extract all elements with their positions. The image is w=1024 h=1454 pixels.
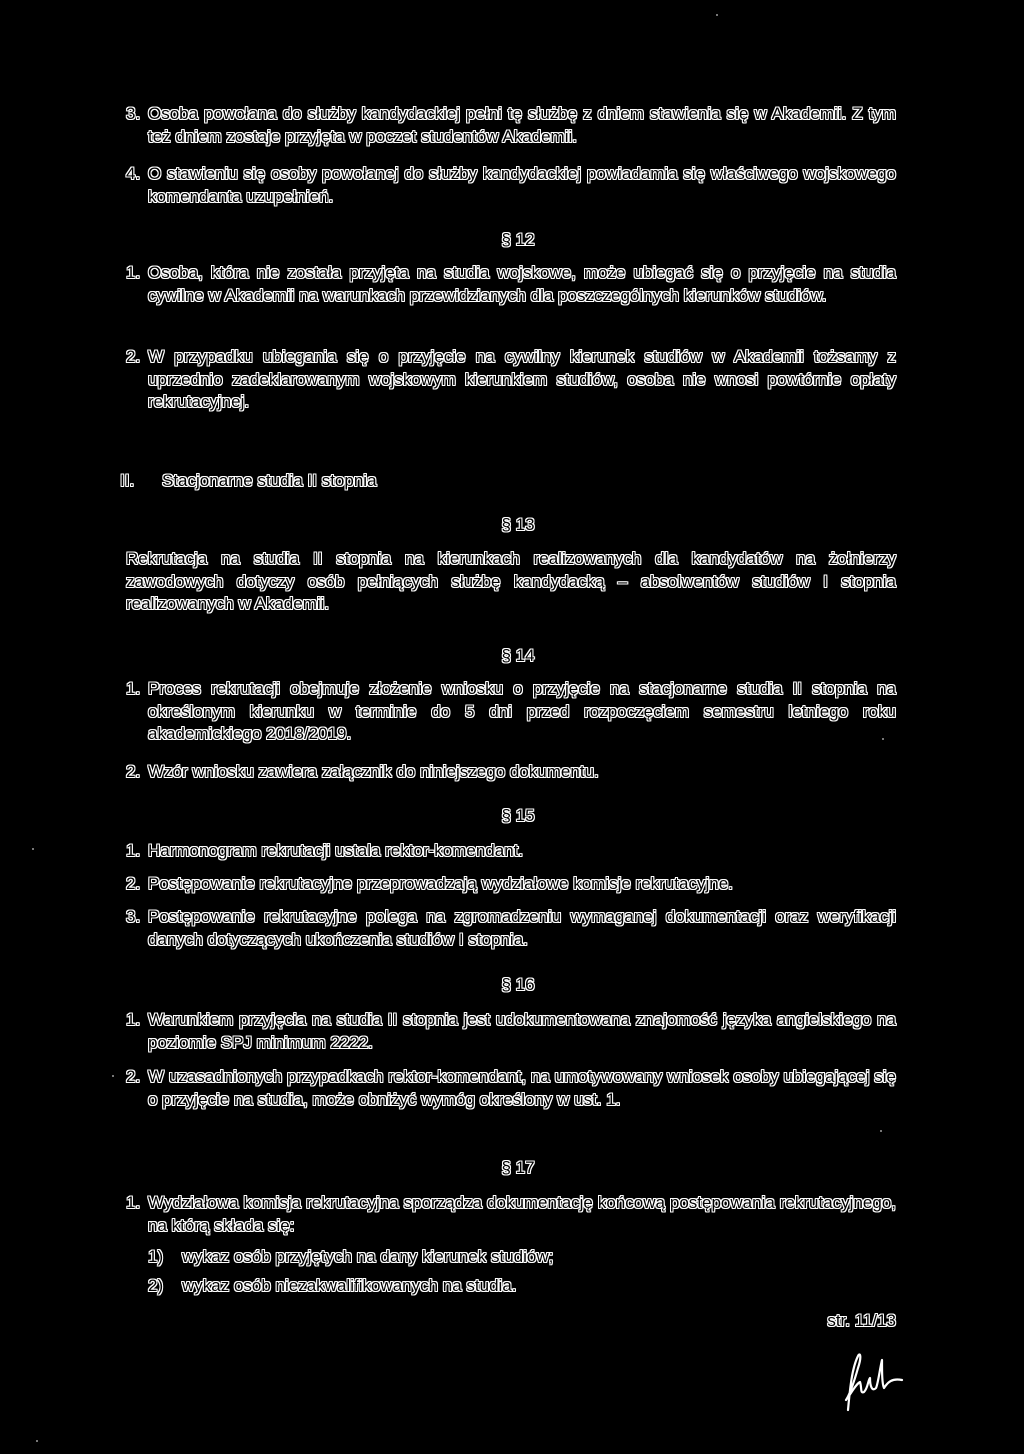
sub-list-item (148, 1246, 848, 1269)
list-item (126, 262, 896, 307)
section-title (120, 470, 620, 493)
list-item (126, 346, 896, 414)
sub-item-number: 1) (148, 1247, 164, 1266)
item-text: Harmonogram rekrutacji ustala rektor-komendant. (148, 841, 524, 860)
section-heading: § 15 (501, 806, 535, 825)
sub-item-text: wykaz osób niezakwalifikowanych na studia. (182, 1276, 517, 1295)
section-heading: § 13 (501, 515, 535, 534)
handwritten-signature-icon (838, 1348, 908, 1418)
scan-speck (32, 848, 34, 850)
section-heading: § 12 (501, 230, 535, 249)
item-text: O stawieniu się osoby powołanej do służby kandydackiej powiadamia się właściwego wojskowego komendanta uzupełnień. (148, 164, 896, 206)
item-number: 1. (126, 1193, 141, 1212)
section-heading: § 16 (501, 975, 535, 994)
list-item (126, 1009, 896, 1054)
item-text: W uzasadnionych przypadkach rektor-komendant, na umotywowany wniosek osoby ubiegającej się o przyjęcie na studia, może obniżyć wymóg określony w ust. 1. (148, 1067, 896, 1109)
item-number: 4. (126, 164, 141, 183)
item-number: 2. (126, 874, 141, 893)
item-text: Osoba, która nie została przyjęta na studia wojskowe, może ubiegać się o przyjęcie na studia cywilne w Akademii na warunkach przewidzianych dla poszczególnych kierunków studiów. (148, 263, 896, 305)
item-number: 2. (126, 1067, 141, 1086)
section-heading: § 17 (501, 1158, 535, 1177)
sub-list-item (148, 1275, 848, 1298)
scan-speck (716, 14, 718, 16)
item-text: Proces rekrutacji obejmuje złożenie wniosku o przyjęcie na stacjonarne studia II stopnia na określonym kierunku w terminie do 5 dni przed rozpoczęciem semestru letniego roku akademickiego 2018/2019. (148, 679, 896, 743)
list-item (126, 678, 896, 746)
section-roman-numeral: II. (120, 471, 135, 490)
list-item (126, 1192, 896, 1237)
item-number: 1. (126, 263, 141, 282)
list-item (126, 906, 896, 951)
item-text: Wydziałowa komisja rekrutacyjna sporządza dokumentację końcową postępowania rekrutacyjnego, na którą składa się: (148, 1193, 896, 1235)
item-text: Osoba powołana do służby kandydackiej pełni tę służbę z dniem stawienia się w Akademii. Z tym też dniem zostaje przyjęta w poczet studentów Akademii. (148, 104, 896, 146)
scan-speck (36, 1440, 38, 1442)
item-number: 1. (126, 679, 141, 698)
list-item (126, 761, 896, 784)
list-item (126, 873, 896, 896)
list-item (126, 163, 896, 208)
list-item (126, 103, 896, 148)
section-heading: § 14 (501, 646, 535, 665)
item-text: Postępowanie rekrutacyjne polega na zgromadzeniu wymaganej dokumentacji oraz weryfikacji danych dotyczących ukończenia studiów I stopnia. (148, 907, 896, 949)
scan-speck (880, 1130, 882, 1132)
list-item (126, 1066, 896, 1111)
item-number: 2. (126, 347, 141, 366)
item-number: 2. (126, 762, 141, 781)
item-text: Warunkiem przyjęcia na studia II stopnia jest udokumentowana znajomość języka angielskiego na poziomie SPJ minimum 2222. (148, 1010, 896, 1052)
item-text: Postępowanie rekrutacyjne przeprowadzają wydziałowe komisje rekrutacyjne. (148, 874, 733, 893)
item-number: 1. (126, 841, 141, 860)
sub-item-text: wykaz osób przyjętych na dany kierunek studiów; (182, 1247, 554, 1266)
section-title-text: Stacjonarne studia II stopnia (162, 471, 377, 490)
page-number: str. 11/13 (827, 1311, 896, 1330)
sub-item-number: 2) (148, 1276, 164, 1295)
item-number: 3. (126, 907, 141, 926)
item-text: Wzór wniosku zawiera załącznik do niniejszego dokumentu. (148, 762, 599, 781)
paragraph: Rekrutacja na studia II stopnia na kierunkach realizowanych dla kandydatów na żołnierzy zawodowych dotyczy osób pełniących służbę kandydacką – absolwentów studiów I stopnia realizowanych w Akademii. (126, 549, 896, 613)
scan-speck (112, 1075, 114, 1077)
item-text: W przypadku ubiegania się o przyjęcie na cywilny kierunek studiów w Akademii tożsamy z uprzednio zadeklarowanym wojskowym kierunkiem studiów, osoba nie wnosi powtórnie opłaty rekrutacyjnej. (148, 347, 896, 411)
item-number: 3. (126, 104, 141, 123)
scan-speck (882, 738, 884, 740)
list-item (126, 840, 896, 863)
item-number: 1. (126, 1010, 141, 1029)
